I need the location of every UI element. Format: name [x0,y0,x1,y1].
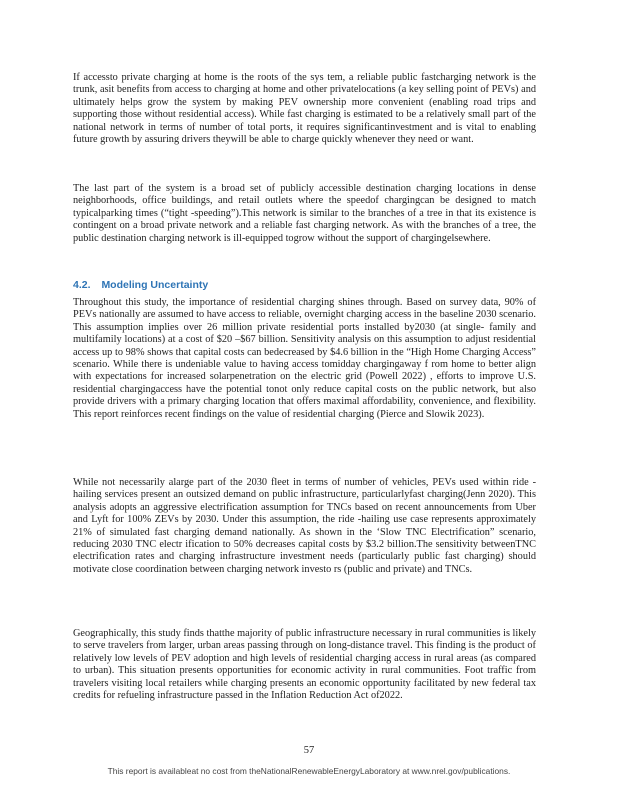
paragraph-geographic: Geographically, this study finds thatthe majority of public infrastructure necessary in rural communities is likely to serve travelers from larger, urban areas passing through on long-distance travel. This finding is the product of relatively low levels of PEV adoption and high levels of residential charging access in rural areas (as compared to urban). This situation presents opportunities for economic activity in rural communities. Foot traffic from travelers visiting local retailers while charging presents an economic opportunity facilitated by new federal tax credits for refueling infrastructure passed in the Inflation Reduction Act of2022. [73,628,536,702]
paragraph-residential-charging: Throughout this study, the importance of residential charging shines through. Based on survey data, 90% of PEVs nationally are assumed to have access to reliable, overnight charging access in the baseline 2030 scenario. This assumption implies over 26 million private residential ports installed by2030 (at single- family and multifamily locations) at a cost of $20 –$67 billion. Sensitivity analysis on this assumption to adjust residential access up to 98% shows that capital costs can bedecreased by $4.6 billion in the “High Home Charging Access” scenario. While there is undeniable value to having access tomidday chargingaway f rom home to better align with expectations for increased solarpenetration on the electric grid (Powell 2022) , efforts to improve U.S. residential chargingaccess have the potential tonot only reduce capital costs on the public network, but also provide drivers with a primary charging location that offers maximal affordability, convenience, and flexibility. This report reinforces recent findings on the value of residential charging (Pierce and Slowik 2023). [73,297,536,420]
section-title: Modeling Uncertainty [101,279,209,291]
paragraph-ride-hailing: While not necessarily alarge part of the 2030 fleet in terms of number of vehicles, PEVs used within ride -hailing services present an outsized demand on public infrastructure, particularlyfast charging(Jenn 2020). This analysis adopts an aggressive electrification assumption for TNCs based on recent announcements from Uber and Lyft for 100% ZEVs by 2030. Under this assumption, the ride -hailing use case represents approximately 21% of simulated fast charging demand nationally. As shown in the ‘Slow TNC Electrification” scenario, reducing 2030 TNC electr ification to 50% decreases capital costs by $3.2 billion.The sensitivity betweenTNC electrification rates and charging infrastructure investment needs (particularly public fast charging) should motivate close coordination between charging network investo rs (public and private) and TNCs. [73,477,536,575]
page-number: 57 [303,745,315,756]
page-footer: This report is availableat no cost from theNationalRenewableEnergyLaboratory at www.nrel.gov/publications. [107,766,511,776]
section-heading [73,279,208,291]
paragraph-destination-charging: The last part of the system is a broad set of publicly accessible destination charging locations in dense neighborhoods, office buildings, and retail outlets where the speedof chargingcan be designed to match typicalparking times (“tight -speeding”).This network is similar to the branches of a tree in that its existence is contingent on a broad private network and a reliable fast charging network. As with the branches of a tree, the public destination charging network is ill-equipped togrow without the support of chargingelsewhere. [73,183,536,244]
paragraph-fast-charging: If accessto private charging at home is the roots of the sys tem, a reliable public fastcharging network is the trunk, asit benefits from access to charging at home and other privatelocations (a key selling point of PEVs) and ultimately helps grow the system by making PEV ownership more convenient (enabling road trips and supporting those without residential access). While fast charging is estimated to be a relatively small part of the national network in terms of number of total ports, it requires significantinvestment and is vital to enabling future growth by assuring drivers theywill be able to charge quickly whenever they need or want. [73,72,536,146]
section-number: 4.2. [73,279,91,291]
